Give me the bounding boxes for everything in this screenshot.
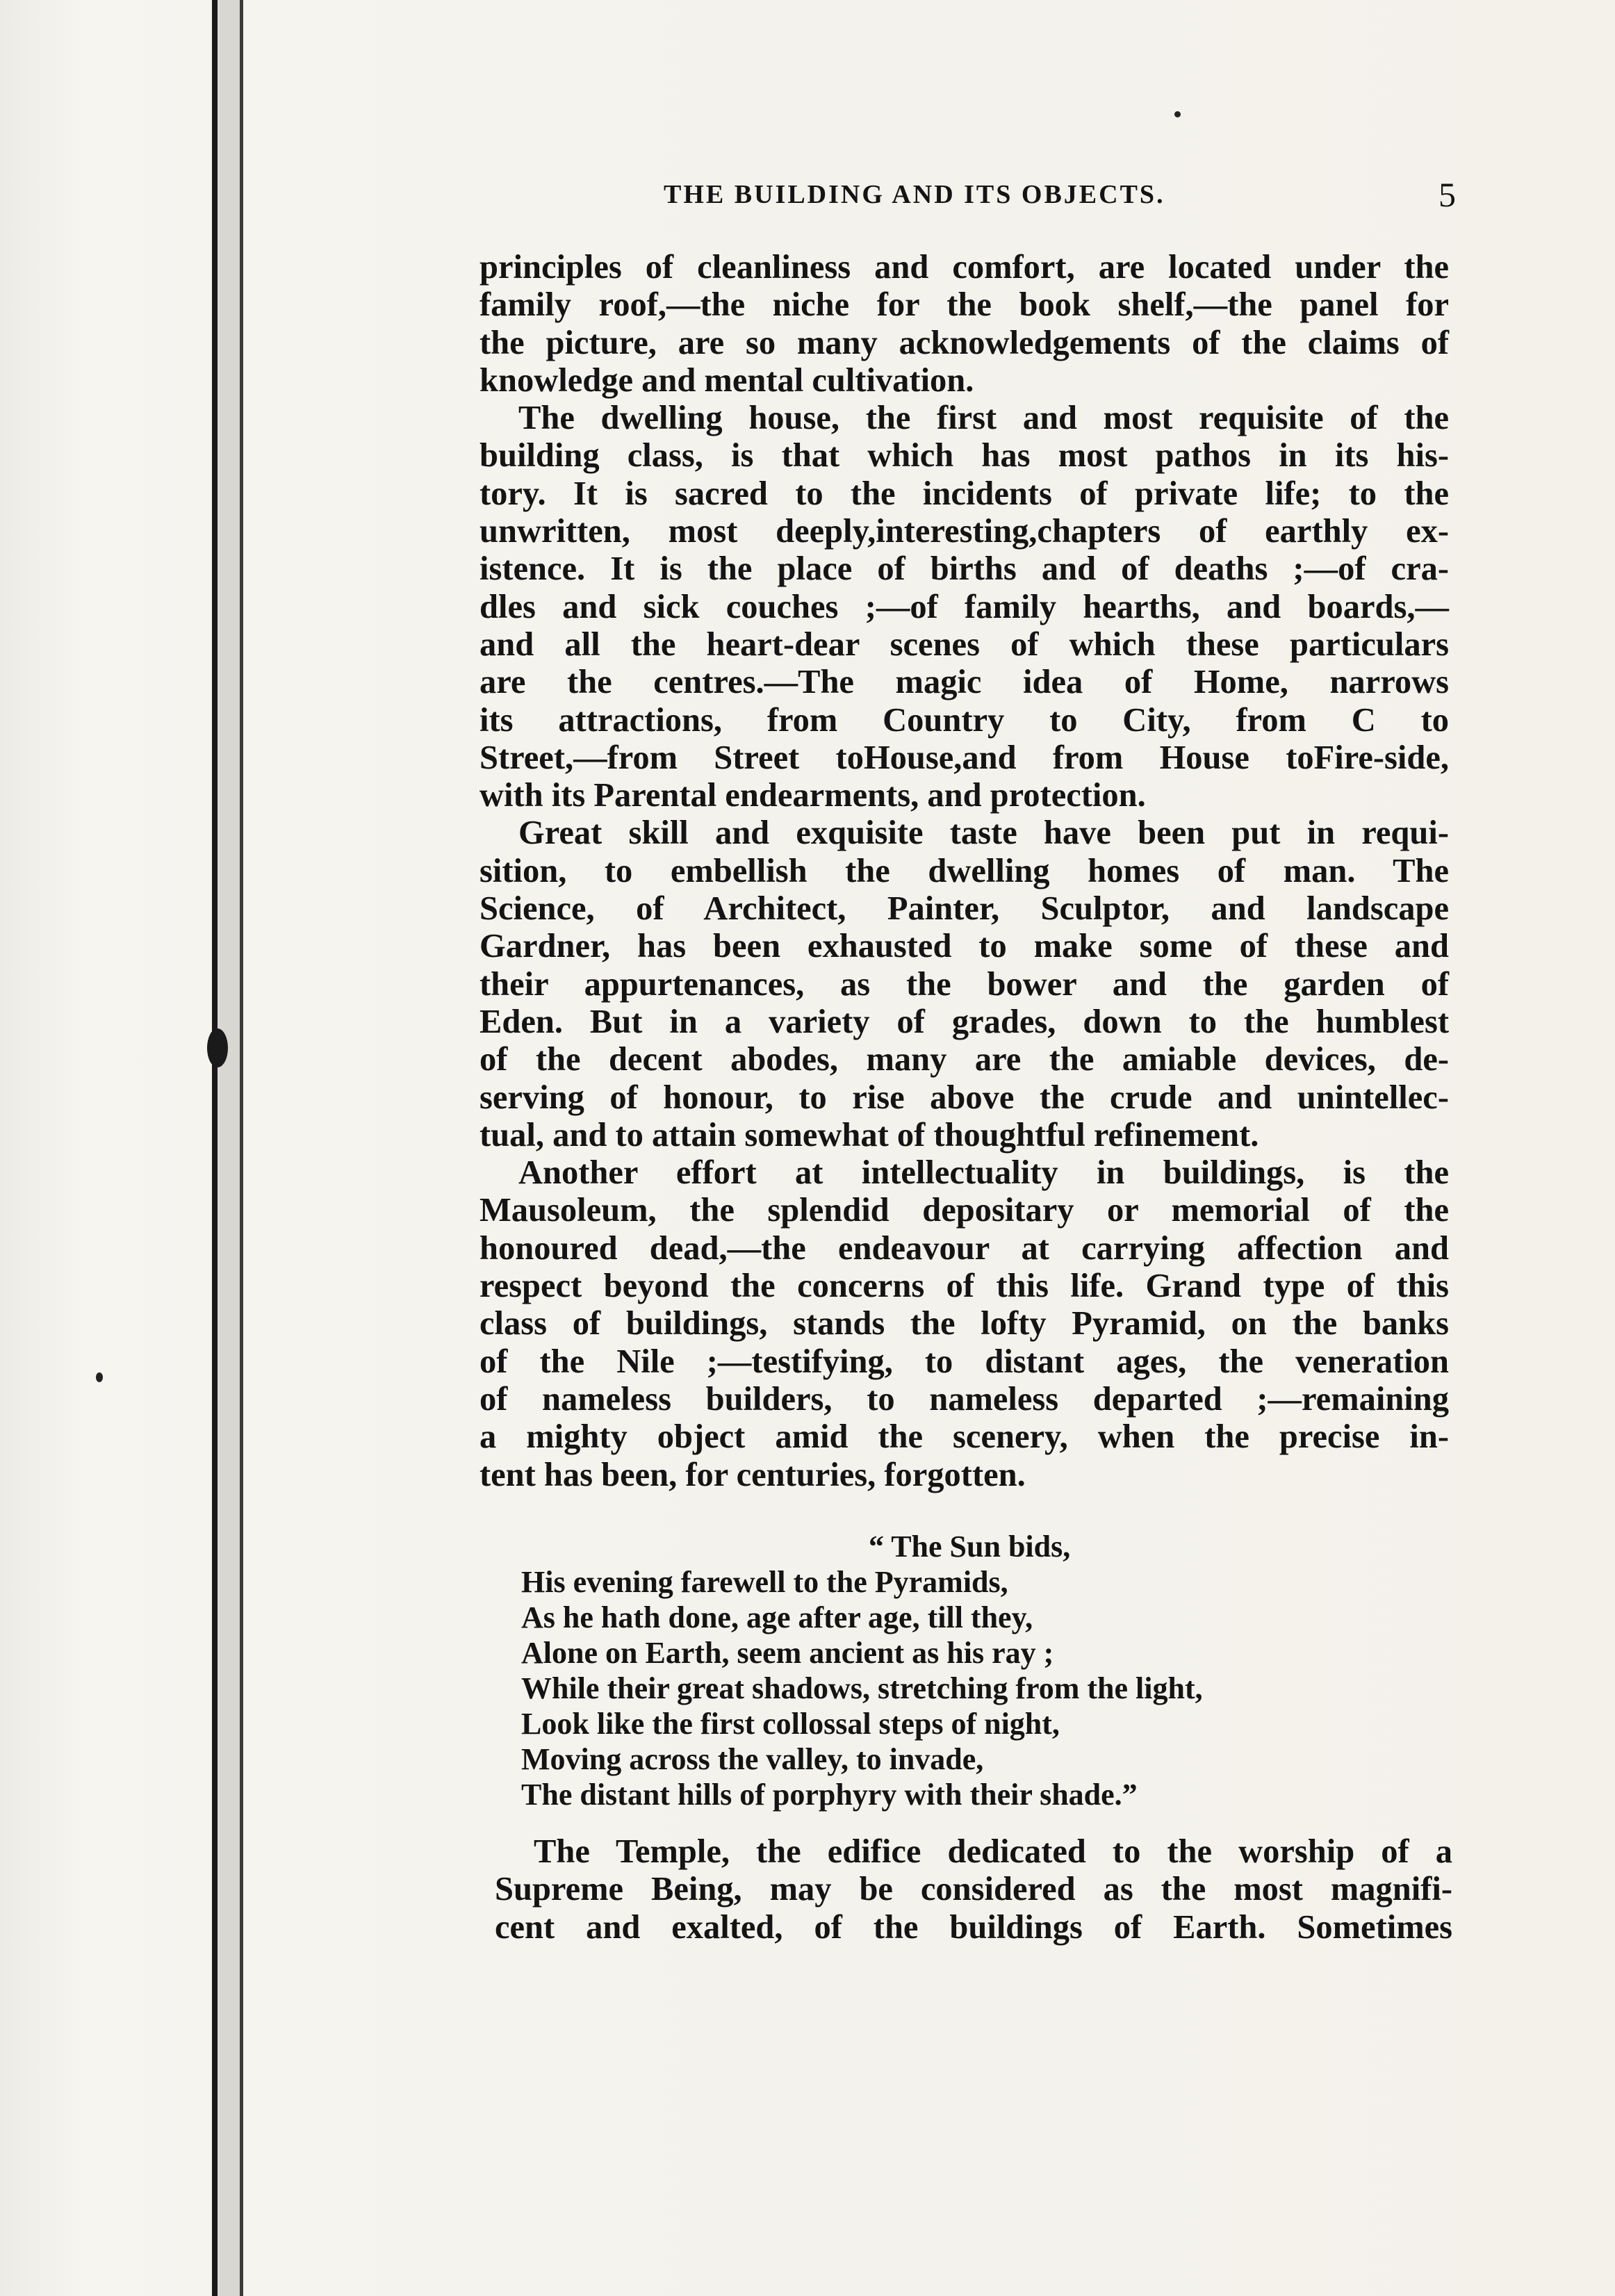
text-line: istence. It is the place of births and of deaths ;—of cra- [479, 550, 1449, 588]
text-line: tual, and to attain somewhat of thoughtful refinement. [479, 1116, 1259, 1154]
text-line: respect beyond the concerns of this life. Grand type of this [479, 1268, 1449, 1305]
poem-line: “ The Sun bids, [869, 1530, 1071, 1564]
text-line: knowledge and mental cultivation. [479, 361, 974, 399]
text-line: of nameless builders, to nameless departed ;—remaining [479, 1380, 1449, 1418]
text-line: with its Parental endearments, and protection. [479, 777, 1146, 814]
ink-speck [1174, 111, 1181, 117]
text-line: Great skill and exquisite taste have been put in requi- [518, 814, 1449, 852]
poem-quotation [521, 1529, 1390, 1812]
text-line: dles and sick couches ;—of family hearths, and boards,— [479, 588, 1449, 625]
text-line: Supreme Being, may be considered as the most magnifi- [495, 1871, 1452, 1908]
text-line: cent and exalted, of the buildings of Earth. Sometimes [495, 1908, 1452, 1946]
poem-line: Moving across the valley, to invade, [521, 1742, 984, 1776]
text-line: class of buildings, stands the lofty Pyramid, on the banks [479, 1305, 1449, 1343]
text-line: tory. It is sacred to the incidents of private life; to the [479, 475, 1449, 512]
text-line: Mausoleum, the splendid depositary or memorial of the [479, 1192, 1449, 1229]
text-line: Another effort at intellectuality in buildings, is the [518, 1154, 1449, 1192]
text-line: The Temple, the edifice dedicated to the worship of a [534, 1833, 1452, 1870]
poem-line: As he hath done, age after age, till they, [521, 1600, 1033, 1634]
text-line: its attractions, from Country to City, from C to [479, 701, 1449, 739]
text-line: sition, to embellish the dwelling homes of man. The [479, 852, 1449, 889]
binding-edge-line [212, 0, 218, 2296]
text-line: their appurtenances, as the bower and the garden of [479, 965, 1449, 1003]
text-line: principles of cleanliness and comfort, are located under the [479, 249, 1449, 286]
main-text [479, 249, 1449, 1494]
text-line: building class, is that which has most pathos in its his- [479, 437, 1449, 475]
text-line: tent has been, for centuries, forgotten. [479, 1456, 1026, 1493]
text-line: Gardner, has been exhausted to make some of these and [479, 928, 1449, 965]
closing-paragraph [495, 1833, 1452, 1946]
text-line: a mighty object amid the scenery, when the precise in- [479, 1418, 1449, 1456]
paragraph [479, 814, 1449, 1154]
paragraph [479, 249, 1449, 400]
ink-speck [96, 1372, 103, 1382]
text-line: honoured dead,—the endeavour at carrying affection and [479, 1229, 1449, 1267]
text-line: Street,—from Street toHouse,and from House toFire-side, [479, 739, 1449, 776]
text-line: of the Nile ;—testifying, to distant ages, the veneration [479, 1343, 1449, 1380]
text-line: unwritten, most deeply,interesting,chapters of earthly ex- [479, 513, 1449, 550]
paragraph [479, 400, 1449, 814]
text-line: Eden. But in a variety of grades, down to the humblest [479, 1003, 1449, 1040]
text-line: family roof,—the niche for the book shelf,—the panel for [479, 286, 1449, 324]
text-line: of the decent abodes, many are the amiable devices, de- [479, 1041, 1449, 1079]
text-line: and all the heart-dear scenes of which these particulars [479, 625, 1449, 663]
binding-ink-blot [207, 1028, 228, 1067]
page-number: 5 [1438, 175, 1456, 214]
text-line: Science, of Architect, Painter, Sculptor, and landscape [479, 890, 1449, 928]
poem-line: His evening farewell to the Pyramids, [521, 1565, 1008, 1599]
text-line: The dwelling house, the first and most requisite of the [518, 400, 1449, 437]
binding-gutter-shade [218, 0, 240, 2296]
poem-line: Look like the first collossal steps of night, [521, 1707, 1060, 1741]
text-line: the picture, are so many acknowledgements of the claims of [479, 324, 1449, 361]
binding-inner-line [240, 0, 243, 2296]
poem-line: While their great shadows, stretching from the light, [521, 1671, 1203, 1705]
text-line: serving of honour, to rise above the crude and unintellec- [479, 1079, 1449, 1116]
poem-line: Alone on Earth, seem ancient as his ray ; [521, 1636, 1054, 1670]
running-head: THE BUILDING AND ITS OBJECTS. [664, 180, 1165, 209]
poem-line: The distant hills of porphyry with their shade.” [521, 1778, 1138, 1812]
page-header [664, 174, 1456, 215]
paragraph [479, 1154, 1449, 1494]
text-line: are the centres.—The magic idea of Home, narrows [479, 664, 1449, 701]
